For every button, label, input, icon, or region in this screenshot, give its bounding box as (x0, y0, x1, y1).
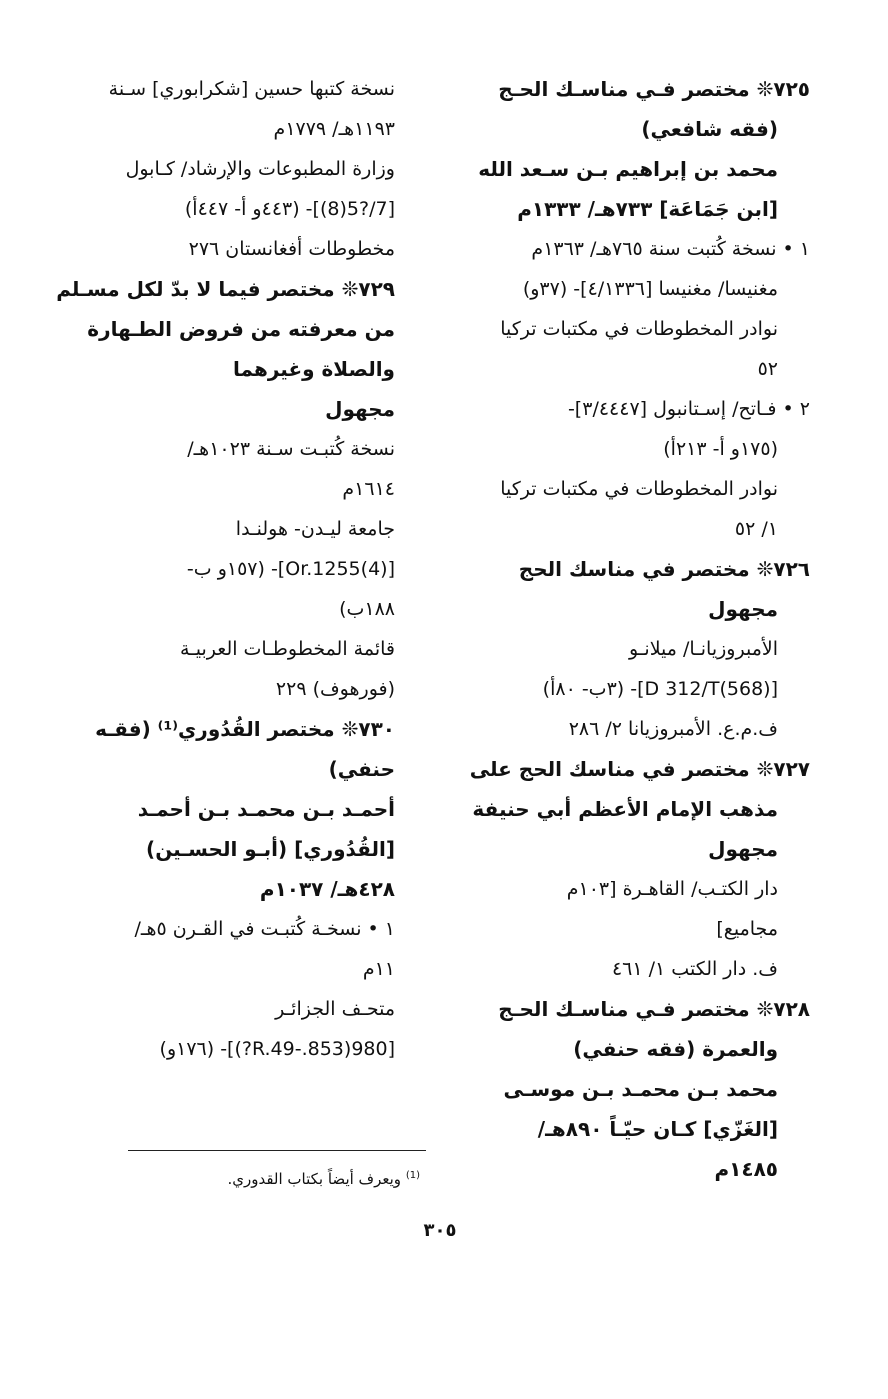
right-column-line: نوادر المخطوطات في مكتبات تركيا (500, 478, 778, 500)
left-column-line: نسخة كُتبـت سـنة ١٠٢٣هـ/ (187, 438, 395, 460)
right-column-line: محمد بـن محمـد بـن موسـى (503, 1077, 778, 1101)
left-column-line: (فورهوف) ٢٢٩ (275, 678, 395, 700)
left-column-line: حنفي) (328, 757, 395, 781)
left-column-line: ١٦١٤م (342, 478, 395, 500)
left-column-line: جامعة ليـدن- هولنـدا (235, 518, 395, 540)
left-column-line: نسخة كتبها حسين [شكرابوري] سـنة (108, 78, 395, 100)
right-column-line: دار الكتـب/ القاهـرة [١٠٣م (566, 878, 778, 900)
left-column-line: [القُدُوري] (أبـو الحسـين) (146, 837, 395, 861)
left-column-line: ١ • نسخـة كُتبـت في القـرن ٥هـ/ (134, 918, 395, 940)
left-column-line: متحـف الجزائـر (275, 998, 395, 1020)
left-column-line: من معرفته من فروض الطـهارة (87, 317, 395, 341)
right-column-line: (فقه شافعي) (641, 117, 778, 141)
left-column-line: مخطوطات أفغانستان ٢٧٦ (188, 238, 395, 260)
footnote-marker: (1) (405, 1170, 420, 1181)
right-column-line: ٧٢٧❊ مختصر في مناسك الحج على (469, 757, 810, 781)
left-column-line: ١٨٨ب) (339, 598, 395, 620)
right-column-line: ٢ • فـاتح/ إسـتانبول [٣/٤٤٤٧]- (567, 398, 810, 420)
right-column-line: نوادر المخطوطات في مكتبات تركيا (500, 318, 778, 340)
right-column-line: (١٧٥و أ- ٢١٣أ) (663, 438, 778, 460)
footnote (120, 1170, 420, 1188)
right-column-line: الأمبروزيانـا/ ميلانـو (629, 638, 778, 660)
right-column-line: ١/ ٥٢ (734, 518, 778, 540)
right-column-line: مجهول (708, 837, 778, 861)
right-column-line: ١٤٨٥م (714, 1157, 778, 1181)
left-column-line: أحمـد بـن محمـد بـن أحمـد (137, 797, 395, 821)
right-column-line: مغنيسا/ مغنيسا [٤/١٣٣٦]- (٣٧و) (522, 278, 778, 300)
right-column-line: محمد بن إبراهيم بـن سـعد الله (478, 157, 778, 181)
right-column (470, 78, 810, 1198)
left-column-line: [Or.1255(4)]- (١٥٧و ب- (186, 558, 395, 580)
right-column-line: ف. دار الكتب ١/ ٤٦١ (611, 958, 778, 980)
left-column-line: ٤٢٨هـ/ ١٠٣٧م (259, 877, 395, 901)
left-column (56, 78, 395, 1078)
footnote-divider (128, 1150, 426, 1151)
right-column-line: مجاميع] (716, 918, 778, 940)
right-column-line: ٥٢ (757, 358, 778, 380)
left-column-line: ١١م (362, 958, 395, 980)
right-column-line: [الغَزّي] كـان حيّـاً ٨٩٠هـ/ (537, 1117, 778, 1141)
left-column-line: قائمة المخطوطـات العربيـة (180, 638, 395, 660)
left-column-line: ٧٢٩❊ مختصر فيما لا بدّ لكل مسـلم (56, 277, 395, 301)
right-column-line: ٧٢٥❊ مختصر فـي مناسـك الحـج (498, 77, 810, 101)
left-column-line: [980(853.-R.49?)]- (١٧٦و) (159, 1038, 395, 1060)
right-column-line: [ابن جَمَاعَة] ٧٣٣هـ/ ١٣٣٣م (517, 197, 778, 221)
left-column-line: [7/?5(8)]- (٤٤٣و أ- ٤٤٧أ) (184, 198, 395, 220)
left-column-line: مجهول (325, 397, 395, 421)
left-column-line: ١١٩٣هـ/ ١٧٧٩م (273, 118, 395, 140)
right-column-line: [D 312/T(568)]- (٣ب- ٨٠أ) (542, 678, 778, 700)
right-column-line: مذهب الإمام الأعظم أبي حنيفة (472, 797, 778, 821)
right-column-line: والعمرة (فقه حنفي) (573, 1037, 778, 1061)
footnote-text: ويعرف أيضاً بكتاب القدوري. (227, 1170, 402, 1188)
page-number: ٣٠٥ (423, 1220, 457, 1241)
left-column-line: ٧٣٠❊ مختصر القُدُوري⁽¹⁾ (فقـه (95, 717, 395, 741)
right-column-line: مجهول (708, 597, 778, 621)
right-column-line: ف.م.ع. الأمبروزيانا ٢/ ٢٨٦ (568, 718, 778, 740)
right-column-line: ٧٢٨❊ مختصر فـي مناسـك الحـج (498, 997, 810, 1021)
left-column-line: وزارة المطبوعات والإرشاد/ كـابول (125, 158, 395, 180)
right-column-line: ١ • نسخة كُتبت سنة ٧٦٥هـ/ ١٣٦٣م (531, 238, 810, 260)
right-column-line: ٧٢٦❊ مختصر في مناسك الحج (518, 557, 810, 581)
left-column-line: والصلاة وغيرهما (233, 357, 395, 381)
